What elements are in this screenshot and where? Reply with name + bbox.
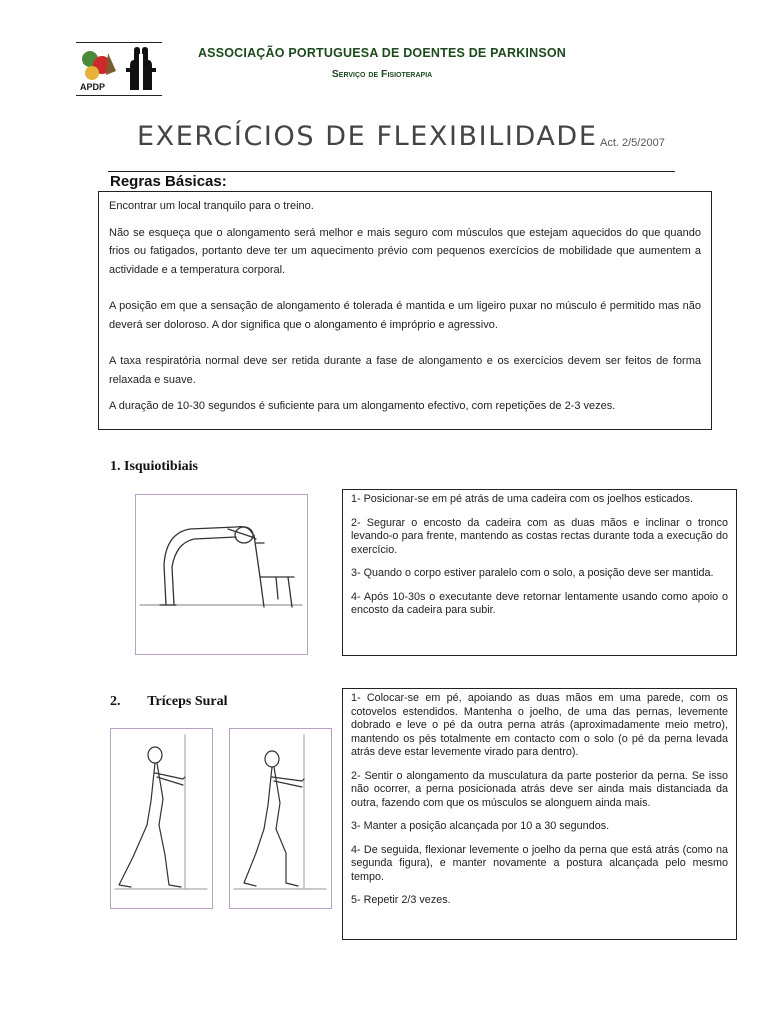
hamstring-figure-frame <box>135 494 308 655</box>
steps-box-triceps-sural <box>342 688 737 940</box>
update-date: Act. 2/5/2007 <box>600 137 665 149</box>
hamstring-stretch-illustration <box>136 495 307 654</box>
step-item: 4- De seguida, flexionar levemente o joelho da perna que está atrás (como na segunda figura), e manter novamente a postura alcançada pelo mesmo tempo. <box>351 843 728 883</box>
step-item: 3- Manter a posição alcançada por 10 a 30 segundos. <box>351 820 610 832</box>
organization-name: ASSOCIAÇÃO PORTUGUESA DE DOENTES DE PARKINSON <box>197 46 567 60</box>
step-item: 2- Sentir o alongamento da musculatura da parte posterior da perna. Se isso não ocorrer, a perna posicionada atrás deve ser ainda mais distanciada da outra, fazendo com que os músculos se alonguem ainda mais. <box>351 769 728 809</box>
rule-paragraph: A duração de 10-30 segundos é suficiente para um alongamento efectivo, com repetições de 2-3 vezes. <box>109 400 616 412</box>
logo-text: APDP <box>80 82 106 92</box>
step-item: 3- Quando o corpo estiver paralelo com o solo, a posição deve ser mantida. <box>351 567 714 579</box>
apdp-logo-icon <box>78 45 122 93</box>
praying-hands-icon <box>124 46 158 92</box>
section-heading-triceps-sural <box>110 694 228 710</box>
rule-paragraph: A posição em que a sensação de alongamento é tolerada é mantida e um ligeiro puxar no músculo é permitido mas não deverá ser doloroso. A dor significa que o alongamento é impróprio e agressivo. <box>109 300 701 331</box>
section-number: 1. <box>110 459 121 474</box>
step-item: 1- Colocar-se em pé, apoiando as duas mãos em uma parede, com os cotovelos estendidos. Mantenha o joelho, de uma das pernas, levemente dobrado e leve o pé da outra perna atrás (aproximadamente meio metro), mantendo os pés totalmente em contacto com o solo (o pé da perna levada atrás deve estar levemente virado para dentro). <box>351 692 728 758</box>
calf-stretch-illustration <box>111 729 212 908</box>
section-name: Isquiotibiais <box>124 459 198 474</box>
rule-paragraph: A taxa respiratória normal deve ser retida durante a fase de alongamento e os exercícios devem ser feitos de forma relaxada e suave. <box>109 355 701 386</box>
step-item: 2- Segurar o encosto da cadeira com as duas mãos e inclinar o tronco levando-o para frente, mantendo as costas rectas durante toda a execução do exercício. <box>351 516 728 556</box>
rules-box <box>98 191 712 430</box>
logo-area <box>76 42 162 96</box>
calf-figure-frame-2 <box>229 728 332 909</box>
calf-stretch-illustration <box>230 729 331 908</box>
rule-paragraph: Não se esqueça que o alongamento será melhor e mais seguro com músculos que estejam aquecidos do que quando frios ou fatigados, portanto deve ter um aquecimento prévio com pequenos exercícios de mobilidade que aumentem a actividade e a temperatura corporal. <box>109 226 701 276</box>
title-divider <box>108 171 675 172</box>
step-item: 4- Após 10-30s o executante deve retornar lentamente usando como apoio o encosto da cadeira para subir. <box>351 590 728 616</box>
rules-heading: Regras Básicas: <box>110 173 227 190</box>
section-name: Tríceps Sural <box>147 694 228 709</box>
rule-paragraph: Encontrar um local tranquilo para o treino. <box>109 200 314 212</box>
calf-figure-frame-1 <box>110 728 213 909</box>
section-number: 2. <box>110 694 121 709</box>
step-item: 5- Repetir 2/3 vezes. <box>351 894 451 906</box>
page-title: EXERCÍCIOS DE FLEXIBILIDADE <box>137 121 598 152</box>
service-name <box>162 68 602 80</box>
steps-box-isquiotibiais <box>342 489 737 656</box>
section-heading-isquiotibiais <box>110 459 198 475</box>
service-name-text: Serviço de Fisioterapia <box>331 68 433 80</box>
step-item: 1- Posicionar-se em pé atrás de uma cadeira com os joelhos esticados. <box>351 493 694 505</box>
